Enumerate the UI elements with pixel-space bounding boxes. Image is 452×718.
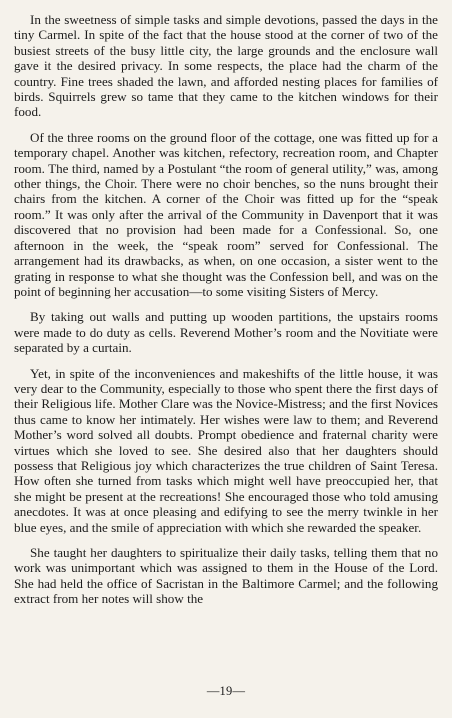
page-number: —19— [206, 684, 246, 698]
paragraph-3: By taking out walls and putting up wooden partitions, the upstairs rooms were made to do duty as cells. Reverend Mother’s room and the Novitiate were separated by a curtain. [14, 309, 438, 356]
paragraph-1: In the sweetness of simple tasks and simple devotions, passed the days in the tiny Carmel. In spite of the fact that the house stood at the corner of two of the busiest streets of the busy little city, the large grounds and the enclosure wall gave it the desired privacy. In some respects, the place had the charm of the country. Fine trees shaded the lawn, and afforded nesting places for families of birds. Squirrels grew so tame that they came to the kitchen windows for their food. [14, 12, 438, 120]
paragraph-2: Of the three rooms on the ground floor of the cottage, one was fitted up for a temporary chapel. Another was kitchen, refectory, recreation room, and Chapter room. The third, named by a Postulant “the room of general utility,” was, among other things, the Choir. There were no choir benches, so the nuns brought their chairs from the kitchen. A corner of the Choir was fitted up for the “speak room.” It was only after the arrival of the Community in Davenport that it was discovered that no provision had been made for a Confessional. So, one afternoon in the week, the “speak room” served for Confessional. The arrangement had its drawbacks, as when, on one occasion, a sister went to the grating in response to what she thought was the Confession bell, and was on the point of beginning her accusation—to some visiting Sisters of Mercy. [14, 129, 438, 299]
paragraph-4: Yet, in spite of the inconveniences and makeshifts of the little house, it was very dear to the Community, especially to those who spent there the first days of their Religious life. Mother Clare was the Novice-Mistress; and the first Novices thus came to know her intimately. Her wishes were law to them; and Reverend Mother’s word solved all doubts. Prompt obedience and fraternal charity were virtues which she loved to see. She desired also that her daughters should possess that Religious joy which characterizes the true children of Saint Teresa. How often she turned from tasks which might well have preoccupied her, that she might be present at the recreations! She encouraged those who told amusing anecdotes. It was at once pleasing and edifying to see the merry twinkle in her blue eyes, and the smile of appreciation with which she rewarded the speaker. [14, 365, 438, 535]
paragraph-5: She taught her daughters to spiritualize their daily tasks, telling them that no work was unimportant which was assigned to them in the House of the Lord. She had held the office of Sacristan in the Baltimore Carmel; and the following extract from her notes will show the [14, 545, 438, 607]
